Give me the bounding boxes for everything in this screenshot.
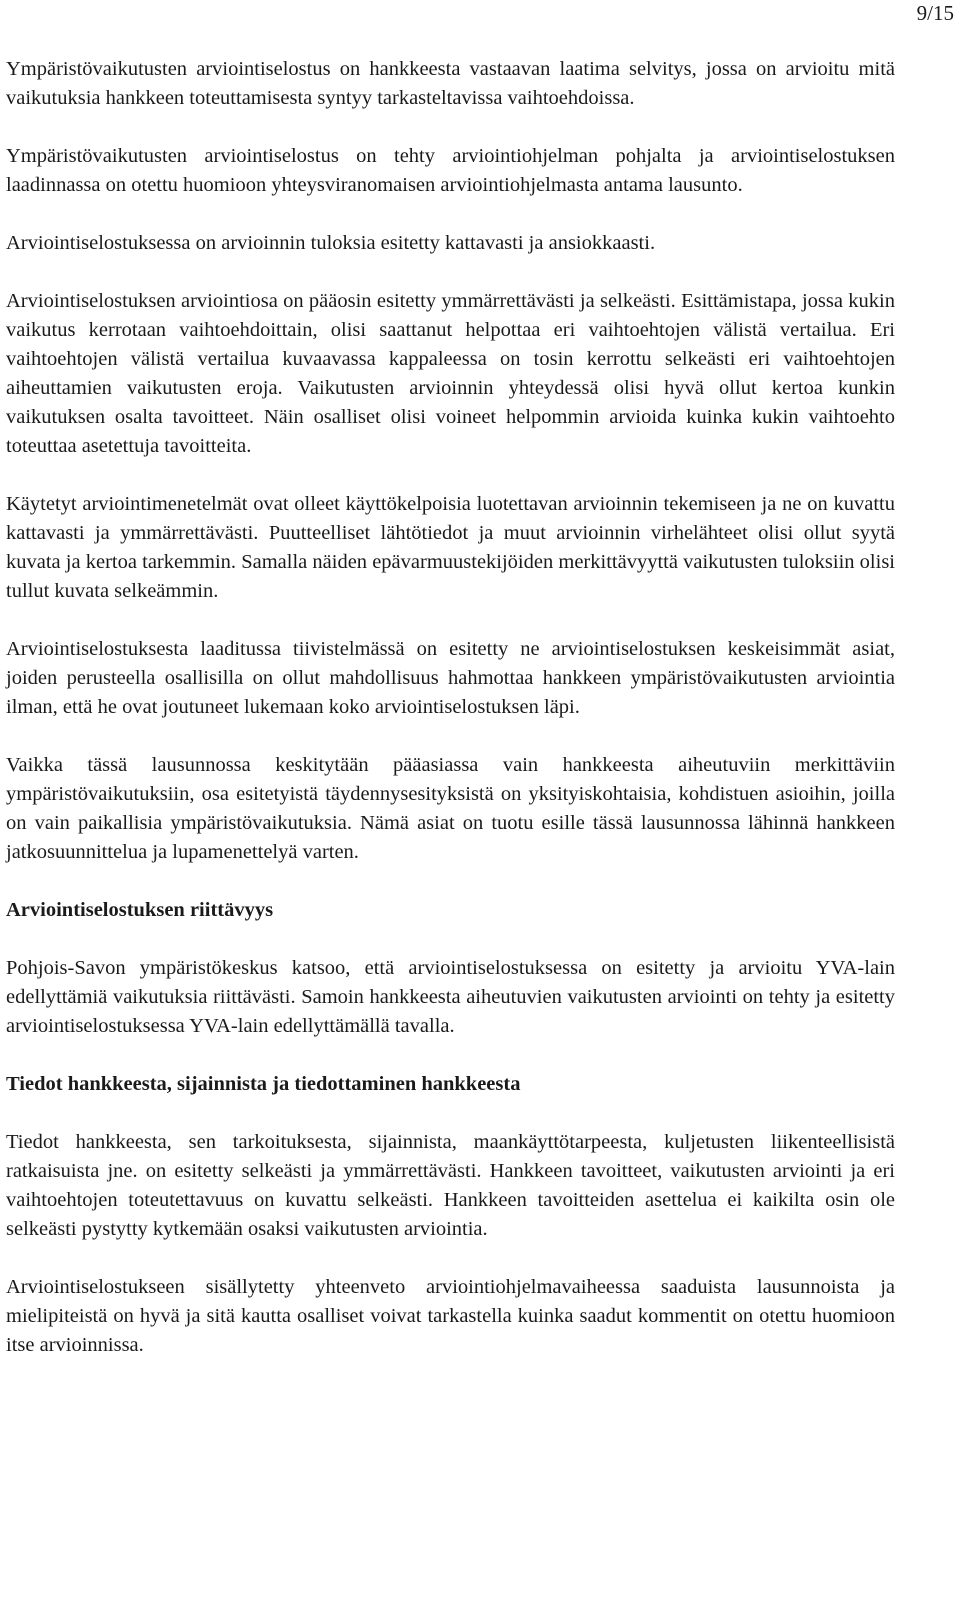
- paragraph: Arviointiselostukseen sisällytetty yhteenveto arviointiohjelmavaiheessa saaduista lausunnoista ja mielipiteistä on hyvä ja sitä kautta osalliset voivat tarkastella kuinka saadut kommentit on otettu huomioon itse arvioinnissa.: [6, 1276, 895, 1356]
- section-heading: Tiedot hankkeesta, sijainnista ja tiedottaminen hankkeesta: [6, 1073, 521, 1095]
- paragraph: Tiedot hankkeesta, sen tarkoituksesta, sijainnista, maankäyttötarpeesta, kuljetusten liikenteellisistä ratkaisuista jne. on esitetty selkeästi ja ymmärrettävästi. Hankkeen tavoitteet, vaikutusten arviointi ja eri vaihtoehtojen toteutettavuus on kuvattu selkeästi. Hankkeen tavoitteiden asettelua ei kaikilta osin ole selkeästi pystytty kytkemään osaksi vaikutusten arviointia.: [6, 1131, 895, 1240]
- paragraph: Pohjois-Savon ympäristökeskus katsoo, että arviointiselostuksessa on esitetty ja arvioitu YVA-lain edellyttämiä vaikutuksia riittävästi. Samoin hankkeesta aiheutuvien vaikutusten arviointi on tehty ja esitetty arviointiselostuksessa YVA-lain edellyttämällä tavalla.: [6, 957, 895, 1037]
- paragraph: Arviointiselostuksessa on arvioinnin tuloksia esitetty kattavasti ja ansiokkaasti.: [6, 232, 656, 254]
- section-heading: Arviointiselostuksen riittävyys: [6, 899, 274, 921]
- paragraph: Ympäristövaikutusten arviointiselostus on tehty arviointiohjelman pohjalta ja arviointiselostuksen laadinnassa on otettu huomioon yhteysviranomaisen arviointiohjelmasta antama lausunto.: [6, 145, 895, 196]
- paragraph: Käytetyt arviointimenetelmät ovat olleet käyttökelpoisia luotettavan arvioinnin tekemiseen ja ne on kuvattu kattavasti ja ymmärrettävästi. Puutteelliset lähtötiedot ja muut arvioinnin virhelähteet olisi ollut syytä kuvata ja kertoa tarkemmin. Samalla näiden epävarmuustekijöiden merkittävyyttä vaikutusten tuloksiin olisi tullut kuvata selkeämmin.: [6, 493, 895, 602]
- paragraph: Ympäristövaikutusten arviointiselostus on hankkeesta vastaavan laatima selvitys, jossa on arvioitu mitä vaikutuksia hankkeen toteuttamisesta syntyy tarkasteltavissa vaihtoehdoissa.: [6, 58, 895, 109]
- paragraph: Arviointiselostuksesta laaditussa tiivistelmässä on esitetty ne arviointiselostuksen keskeisimmät asiat, joiden perusteella osallisilla on ollut mahdollisuus hahmottaa hankkeen ympäristövaikutusten arviointia ilman, että he ovat joutuneet lukemaan koko arviointiselostuksen läpi.: [6, 638, 895, 718]
- document-body: [6, 55, 895, 1360]
- paragraph: Vaikka tässä lausunnossa keskitytään pääasiassa vain hankkeesta aiheutuviin merkittäviin ympäristövaikutuksiin, osa esitetyistä täydennysesityksistä on yksityiskohtaisia, kohdistuen asioihin, joilla on vain paikallisia ympäristövaikutuksia. Nämä asiat on tuotu esille tässä lausunnossa lähinnä hankkeen jatkosuunnittelua ja lupamenettelyä varten.: [6, 754, 895, 863]
- paragraph: Arviointiselostuksen arviointiosa on pääosin esitetty ymmärrettävästi ja selkeästi. Esittämistapa, jossa kukin vaikutus kerrotaan vaihtoehdoittain, olisi saattanut helpottaa eri vaihtoehtojen välistä vertailua. Eri vaihtoehtojen välistä vertailua kuvaavassa kappaleessa on tosin kerrottu selkeästi eri vaihtoehtojen aiheuttamien vaikutusten eroja. Vaikutusten arvioinnin yhteydessä olisi hyvä ollut kertoa kunkin vaikutuksen osalta tavoitteet. Näin osalliset olisi voineet helpommin arvioida kuinka kukin vaihtoehto toteuttaa asetettuja tavoitteita.: [6, 290, 895, 457]
- page-number: 9/15: [916, 1, 954, 25]
